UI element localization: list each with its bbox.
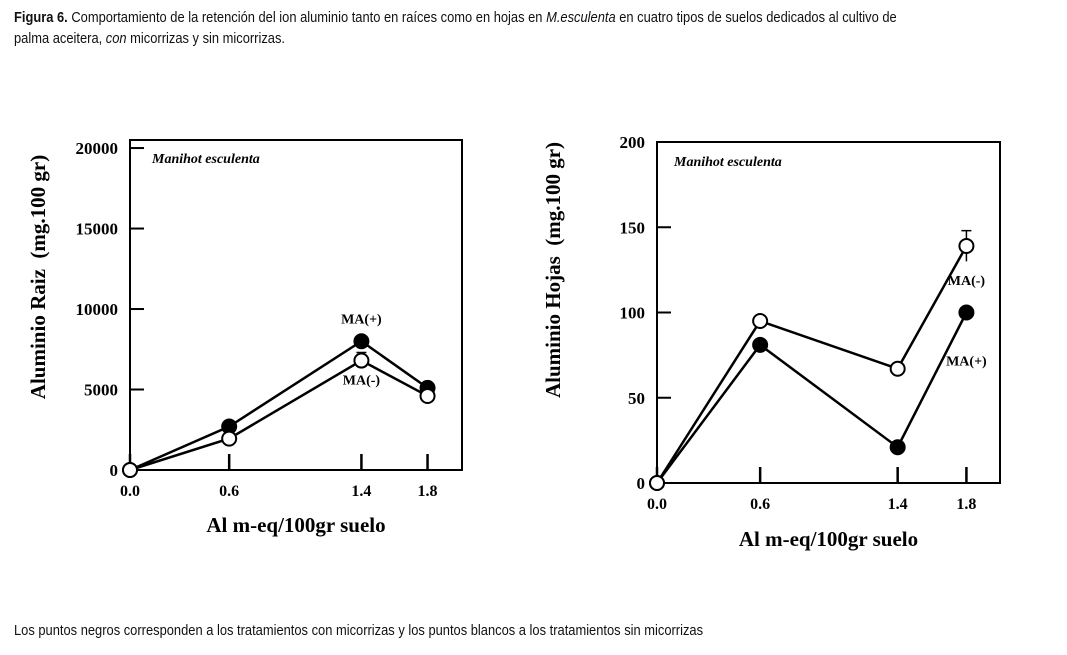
x-tick-label: 1.8 xyxy=(956,496,977,513)
y-tick-label: 15000 xyxy=(75,219,118,239)
series-line-ma-minus xyxy=(130,361,428,470)
chart-panel-1 xyxy=(26,139,462,537)
marker-open xyxy=(891,362,905,376)
figure-label: Figura 6. xyxy=(14,9,68,26)
marker-open xyxy=(959,239,973,253)
y-tick-label: 100 xyxy=(619,303,645,323)
marker-filled xyxy=(959,306,973,320)
x-tick-label: 0.6 xyxy=(750,496,771,513)
series-label: MA(+) xyxy=(341,312,382,328)
inset-title: Manihot esculenta xyxy=(674,155,782,170)
y-axis-title: Aluminio Raiz (mg.100 gr) xyxy=(26,154,50,400)
inset-title: Manihot esculenta xyxy=(152,152,260,167)
series-line-ma-plus xyxy=(130,341,428,470)
caption-con: con xyxy=(105,30,127,47)
x-axis-title: Al m-eq/100gr suelo xyxy=(738,527,919,551)
y-tick-label: 20000 xyxy=(75,139,118,159)
y-tick-label: 5000 xyxy=(84,380,118,400)
marker-open xyxy=(753,314,767,328)
series-label: MA(-) xyxy=(342,373,381,389)
marker-filled xyxy=(891,440,905,454)
caption-text-2: en cuatro tipos de suelos dedicados al cultivo de palma aceitera, xyxy=(14,9,897,47)
plot-frame xyxy=(657,142,1000,483)
marker-open xyxy=(650,476,664,490)
y-tick-label: 150 xyxy=(619,218,645,238)
x-tick-label: 1.4 xyxy=(351,483,372,500)
figure-footnote: Los puntos negros corresponden a los tratamientos con micorrizas y los puntos blancos a los tratamientos sin micorrizas xyxy=(14,622,704,639)
caption-text-3: micorrizas y sin micorrizas. xyxy=(126,30,285,47)
marker-open xyxy=(354,354,368,368)
series-label: MA(+) xyxy=(946,354,987,370)
y-tick-label: 50 xyxy=(628,388,645,408)
plot-frame xyxy=(130,140,462,470)
y-axis-title: Aluminio Hojas (mg.100 gr) xyxy=(541,141,565,399)
series-label: MA(-) xyxy=(947,274,986,290)
x-tick-label: 0.0 xyxy=(647,496,667,513)
x-axis-title: Al m-eq/100gr suelo xyxy=(206,513,386,537)
marker-open xyxy=(222,432,236,446)
series-line-ma-minus xyxy=(657,246,966,483)
x-tick-label: 0.6 xyxy=(219,483,240,500)
y-tick-label: 200 xyxy=(619,133,645,152)
y-tick-label: 0 xyxy=(109,461,118,480)
marker-open xyxy=(123,463,137,477)
y-tick-label: 0 xyxy=(636,474,645,493)
x-tick-label: 1.8 xyxy=(417,483,438,500)
caption-species: M.esculenta xyxy=(546,9,616,26)
x-tick-label: 1.4 xyxy=(887,496,908,513)
marker-filled xyxy=(753,338,767,352)
y-tick-label: 10000 xyxy=(75,300,118,320)
caption-text-1: Comportamiento de la retención del ion aluminio tanto en raíces como en hojas en xyxy=(67,9,547,26)
marker-open xyxy=(421,389,435,403)
chart-panel-2 xyxy=(541,133,1000,551)
marker-filled xyxy=(354,334,368,348)
x-tick-label: 0.0 xyxy=(120,483,140,500)
